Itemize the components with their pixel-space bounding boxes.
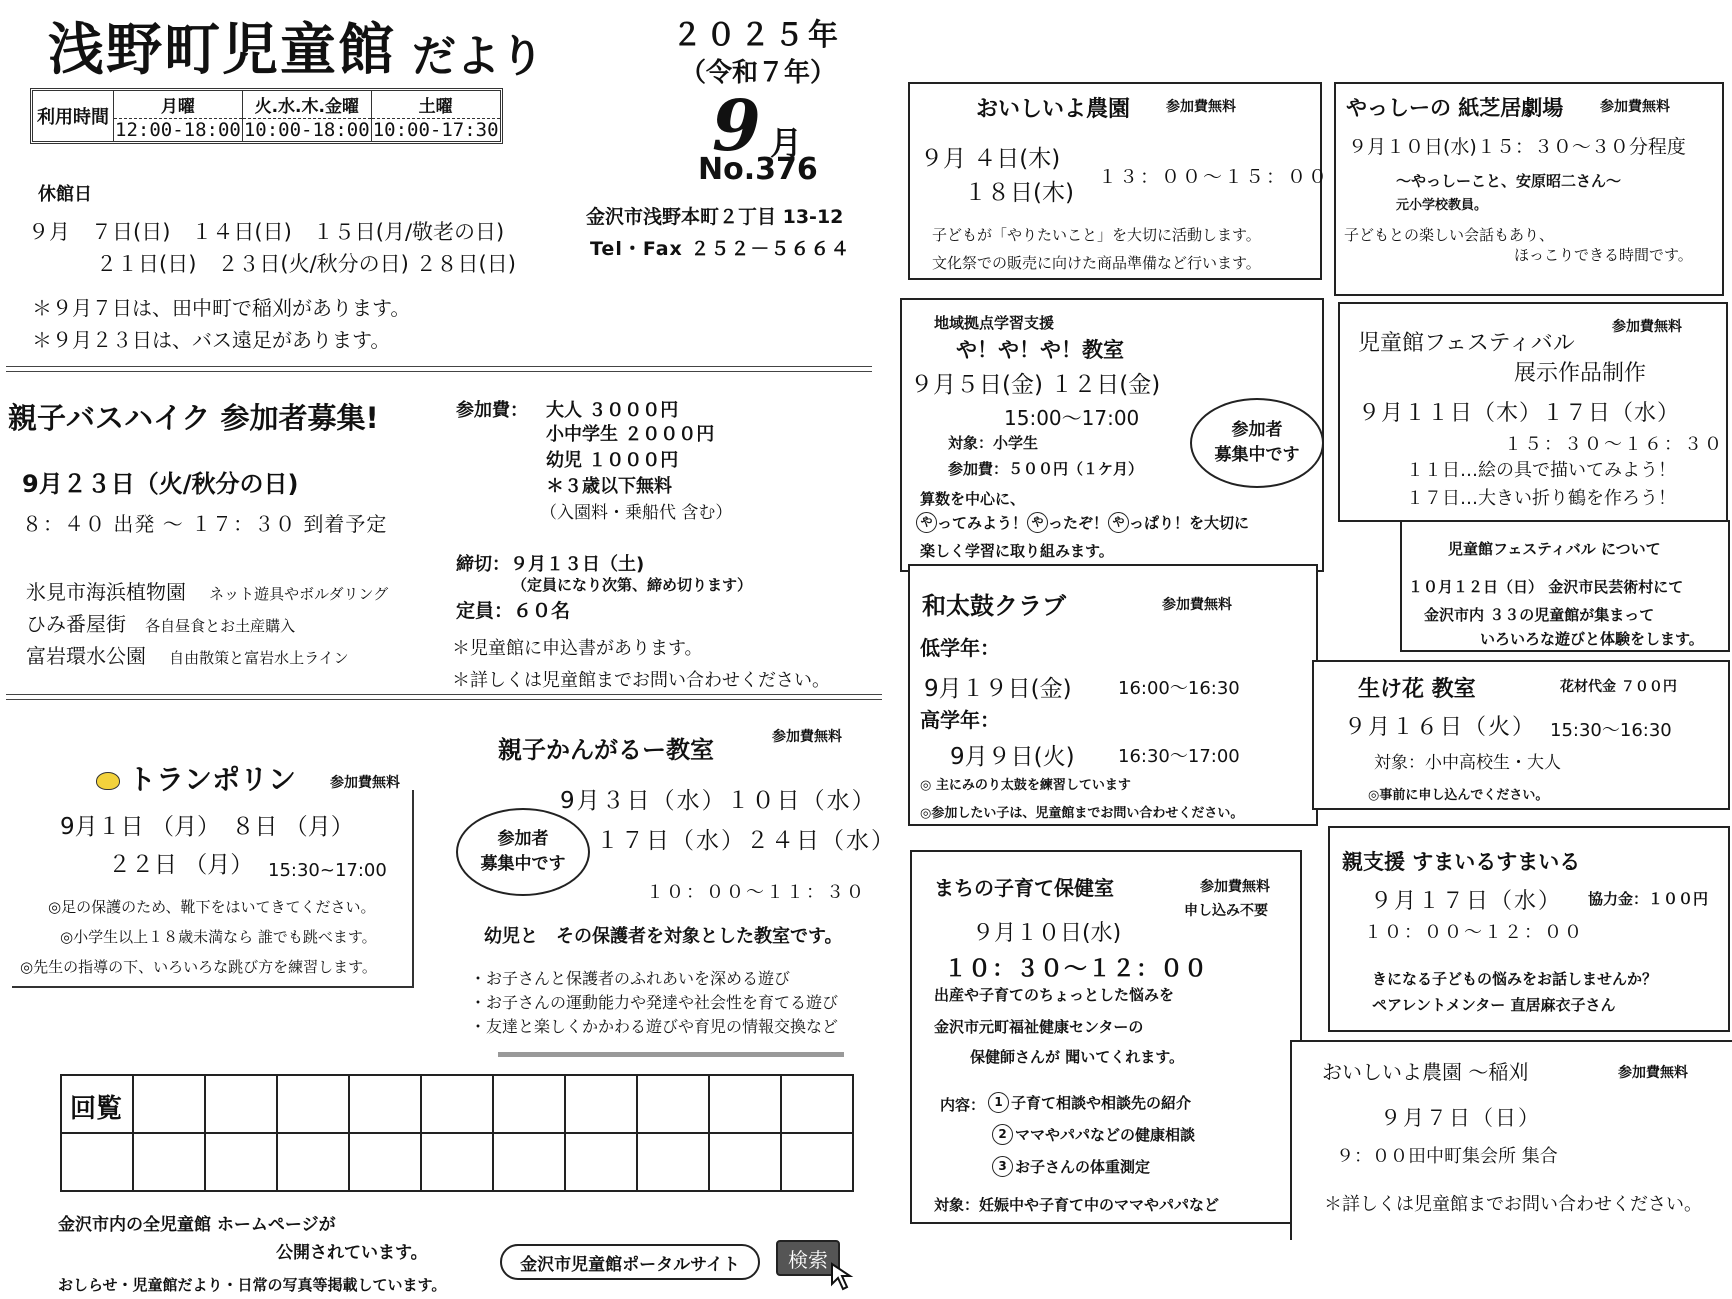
bus-hike-time: ８：４０ 出発 ～ １７：３０ 到着予定 — [22, 512, 388, 536]
sign-cell[interactable] — [133, 1133, 205, 1191]
health-title: まちの子育て保健室 — [934, 876, 1114, 900]
ikebana-title: 生け花 教室 — [1358, 677, 1476, 702]
farm-desc-2: 文化祭での販売に向けた商品準備など行います。 — [932, 254, 1261, 272]
hours-day-mon: 月曜 — [114, 91, 243, 119]
bus-note-2: ＊詳しくは児童館までお問い合わせください。 — [452, 670, 830, 691]
health-item-3 — [992, 1156, 1150, 1177]
bus-spot-name: 氷見市海浜植物園 — [26, 580, 186, 604]
yayaya-recruit-bubble — [1190, 398, 1324, 488]
month-label: 月 — [770, 124, 803, 162]
yayaya-desc-2a: ってみよう！ — [937, 514, 1028, 532]
taiko-low-date: 9月１９日(金) — [924, 676, 1072, 702]
yayaya-desc-1: 算数を中心に、 — [920, 490, 1026, 508]
portal-line-2: 公開されています。 — [276, 1243, 428, 1263]
health-fee: 参加費無料 — [1200, 879, 1270, 895]
sign-cell[interactable] — [277, 1133, 349, 1191]
yayaya-title: や！や！や！教室 — [956, 338, 1124, 362]
newsletter-title: 浅野町児童館 — [48, 18, 396, 83]
circled-number-icon: 1 — [988, 1092, 1009, 1113]
taiko-low-label: 低学年： — [920, 636, 1000, 660]
bus-spot-2 — [26, 608, 295, 637]
trampoline-note-1: ◎足の保護のため、靴下をはいてきてください。 — [48, 898, 376, 916]
kamishibai-date: ９月１０日(水)１５：３０～３０分程度 — [1348, 136, 1686, 158]
portal-search-button[interactable]: 検索 — [776, 1240, 840, 1276]
trampoline-time: 15:30~17:00 — [268, 860, 387, 881]
kangaroo-target: 幼児と その保護者を対象とした教室です。 — [484, 926, 843, 947]
trampoline-dates-2: ２２日 （月） — [108, 852, 254, 878]
era: （令和７年） — [680, 58, 837, 88]
kamishibai-desc-2: ほっこりできる時間です。 — [1514, 246, 1693, 264]
sign-cell[interactable] — [565, 1075, 637, 1133]
taiko-low-time: 16:00～16:30 — [1118, 678, 1240, 699]
circulation-grid — [60, 1074, 854, 1192]
sign-cell[interactable] — [277, 1075, 349, 1133]
kangaroo-fee: 参加費無料 — [772, 729, 842, 745]
bus-fee-note: （入園料・乗船代 含む） — [540, 503, 733, 523]
bus-spot-name: 富岩環水公園 — [26, 644, 146, 668]
circled-ya: や — [1027, 512, 1048, 533]
bus-spot-desc: ネット遊具やボルダリング — [209, 585, 389, 603]
ikebana-fee: 花材代金 ７００円 — [1560, 679, 1677, 695]
health-desc-1: 出産や子育てのちょっとした悩みを — [934, 986, 1175, 1004]
bus-fee-adult: 大人 ３０００円 — [546, 400, 679, 421]
festival-title-2: 展示作品制作 — [1514, 361, 1647, 386]
hours-label: 利用時間 — [33, 91, 114, 141]
sign-cell[interactable] — [421, 1133, 493, 1191]
health-item-text: ママやパパなどの健康相談 — [1015, 1126, 1196, 1144]
trampoline-title: トランポリン — [128, 763, 297, 796]
cursor-icon — [830, 1262, 856, 1292]
smile-title: 親支援 すまいるすまいる — [1342, 850, 1581, 874]
divider — [6, 366, 872, 372]
circled-number-icon: 3 — [992, 1156, 1013, 1177]
sign-cell[interactable] — [709, 1075, 781, 1133]
ikebana-note: ◎事前に申し込んでください。 — [1368, 788, 1549, 803]
bus-fee-label: 参加費： — [456, 400, 528, 421]
taiko-high-time: 16:30～17:00 — [1118, 746, 1240, 767]
smile-desc-2: ペアレントメンター 直居麻衣子さん — [1372, 996, 1616, 1014]
bus-deadline-note: （定員になり次第、締め切ります） — [512, 576, 753, 594]
smile-desc-1: きになる子どもの悩みをお話しませんか？ — [1372, 970, 1658, 988]
farm-time: １３：００～１５：００ — [1098, 166, 1330, 188]
bus-capacity: 定員：６０名 — [456, 600, 571, 622]
year: ２０２５年 — [672, 18, 842, 53]
closed-title: 休館日 — [38, 184, 92, 205]
sign-cell[interactable] — [61, 1133, 133, 1191]
sign-cell[interactable] — [493, 1075, 565, 1133]
kangaroo-dates-2: １７日（水）２４日（水） — [596, 828, 896, 854]
bubble-text-2: 募集中です — [480, 854, 566, 874]
smile-fee: 協力金：１００円 — [1588, 890, 1709, 908]
address: 金沢市浅野本町２丁目 13-12 — [586, 206, 844, 228]
trampoline-dates-1: 9月１日 （月） ８日 （月） — [60, 814, 354, 840]
closed-note-1: ＊９月７日は、田中町で稲刈があります。 — [32, 296, 411, 320]
newsletter-title-suffix: だより — [412, 31, 544, 82]
bus-fee-child: 幼児 １０００円 — [546, 450, 679, 471]
taiko-title: 和太鼓クラブ — [922, 592, 1066, 620]
sign-cell[interactable] — [205, 1075, 277, 1133]
yayaya-desc-3: 楽しく学習に取り組みます。 — [920, 542, 1114, 560]
hours-time-mon: 12:00-18:00 — [115, 119, 241, 141]
bus-fee-student: 小中学生 ２０００円 — [546, 424, 715, 445]
circled-ya: や — [916, 512, 937, 533]
hours-day-weekday: 火.水.木.金曜 — [242, 91, 371, 119]
month-number: 9 — [712, 84, 761, 167]
closed-note-2: ＊９月２３日は、バス遠足があります。 — [32, 328, 391, 352]
taiko-note-1: ◎ 主にみのり太鼓を練習しています — [920, 778, 1131, 793]
kangaroo-recruit-bubble — [456, 808, 590, 896]
sign-cell[interactable] — [421, 1075, 493, 1133]
kangaroo-item-1: ・お子さんと保護者のふれあいを深める遊び — [470, 969, 791, 988]
festival-about-title: 児童館フェスティバル について — [1448, 540, 1661, 558]
harvest-date: ９月７日（日） — [1380, 1106, 1541, 1130]
divider — [6, 694, 882, 700]
ikebana-time: 15:30～16:30 — [1550, 720, 1672, 741]
festival-title-1: 児童館フェスティバル — [1358, 331, 1575, 356]
kangaroo-time: １０：００～１１：３０ — [646, 882, 866, 903]
hours-time-weekday: 10:00-18:00 — [243, 119, 370, 141]
festival-fee: 参加費無料 — [1612, 319, 1682, 335]
bus-hike-title: 親子バスハイク 参加者募集! — [8, 401, 379, 435]
bus-spot-name: ひみ番屋街 — [26, 612, 126, 636]
sign-cell[interactable] — [565, 1133, 637, 1191]
portal-search-box[interactable]: 金沢市児童館ポータルサイト — [500, 1244, 760, 1280]
bus-spot-desc: 自由散策と富岩水上ライン — [169, 649, 349, 667]
kamishibai-fee: 参加費無料 — [1600, 99, 1670, 115]
harvest-fee: 参加費無料 — [1618, 1065, 1688, 1081]
kangaroo-title: 親子かんがるー教室 — [498, 736, 714, 764]
bus-deadline: 締切：９月１３日（土) — [456, 554, 645, 575]
bubble-text-1: 参加者 — [1231, 419, 1283, 440]
sign-cell[interactable] — [205, 1133, 277, 1191]
issue-number: No.376 — [698, 152, 818, 187]
kamishibai-presenter: ～やっしーこと、安原昭二さん～ — [1396, 172, 1622, 190]
farm-date-2: １８日(木) — [964, 180, 1074, 206]
smile-date: ９月１７日（水） — [1370, 889, 1563, 914]
yayaya-target: 対象：小学生 — [948, 434, 1039, 452]
health-item-1 — [988, 1092, 1191, 1113]
health-date: ９月１０日(水) — [972, 921, 1122, 946]
closed-line-2: ２１日(日) ２３日(火/秋分の日) ２８日(日) — [96, 252, 516, 276]
harvest-title: おいしいよ農園 ～稲刈 — [1322, 1060, 1529, 1084]
yayaya-dates: ９月５日(金) １２日(金) — [910, 372, 1161, 398]
festival-item-2: １７日…大きい折り鶴を作ろう！ — [1406, 488, 1676, 509]
bus-note-1: ＊児童館に申込書があります。 — [452, 638, 703, 659]
health-content-label: 内容： — [940, 1096, 986, 1114]
smile-time: １０：００～１２：００ — [1364, 922, 1584, 943]
portal-line-3: おしらせ・児童館だより・日常の写真等掲載しています。 — [58, 1276, 447, 1294]
health-item-text: お子さんの体重測定 — [1015, 1158, 1151, 1176]
yayaya-subtitle: 地域拠点学習支援 — [934, 314, 1055, 332]
harvest-place: ９：００田中町集会所 集合 — [1336, 1146, 1558, 1167]
chick-icon — [96, 772, 120, 790]
festival-dates: ９月１１日（木）１７日（水） — [1358, 401, 1681, 426]
taiko-high-label: 高学年： — [920, 708, 1000, 732]
kamishibai-presenter-note: 元小学校教員。 — [1396, 198, 1488, 213]
sign-cell[interactable] — [133, 1075, 205, 1133]
kangaroo-item-2: ・お子さんの運動能力や発達や社会性を育てる遊び — [470, 993, 839, 1012]
sign-cell[interactable] — [349, 1075, 421, 1133]
ikebana-date: ９月１６日（火） — [1344, 715, 1537, 740]
circled-ya: や — [1108, 512, 1129, 533]
festival-time: １５：３０～１６：３０ — [1504, 434, 1724, 455]
trampoline-note-3: ◎先生の指導の下、いろいろな跳び方を練習します。 — [20, 958, 377, 976]
health-desc-3: 保健師さんが 聞いてくれます。 — [970, 1048, 1185, 1066]
sign-cell[interactable] — [637, 1075, 709, 1133]
taiko-note-2: ◎参加したい子は、児童館までお問い合わせください。 — [920, 806, 1244, 821]
closed-line-1: ９月 ７日(日) １４日(日) １５日(月/敬老の日) — [28, 220, 505, 244]
kangaroo-item-3: ・友達と楽しくかかわる遊びや育児の情報交換など — [470, 1017, 839, 1036]
farm-title: おいしいよ農園 — [976, 97, 1131, 122]
trampoline-fee: 参加費無料 — [330, 775, 400, 791]
health-item-2 — [992, 1124, 1195, 1145]
ikebana-target: 対象：小中高校生・大人 — [1374, 753, 1561, 773]
circulation-label: 回覧 — [61, 1075, 133, 1133]
health-item-text: 子育て相談や相談先の紹介 — [1011, 1094, 1192, 1112]
harvest-note: ＊詳しくは児童館までお問い合わせください。 — [1324, 1194, 1702, 1215]
yayaya-desc-2 — [916, 512, 1249, 533]
bus-fee-free: ＊３歳以下無料 — [546, 476, 672, 497]
circled-number-icon: 2 — [992, 1124, 1013, 1145]
taiko-high-date: 9月９日(火) — [950, 744, 1075, 770]
bus-spot-desc: 各自昼食とお土産購入 — [145, 617, 296, 635]
bus-spot-1 — [26, 576, 388, 605]
divider — [498, 1052, 844, 1057]
kangaroo-dates-1: 9月３日（水）１０日（水） — [560, 788, 877, 814]
festival-item-1: １１日…絵の具で描いてみよう！ — [1406, 460, 1676, 481]
sign-cell[interactable] — [349, 1133, 421, 1191]
bus-spot-3 — [26, 640, 349, 669]
yayaya-desc-2b: ったぞ！ — [1048, 514, 1109, 532]
sign-cell[interactable] — [709, 1133, 781, 1191]
trampoline-note-2: ◎小学生以上１８歳未満なら 誰でも跳べます。 — [60, 928, 377, 946]
yayaya-fee: 参加費：５００円（１ケ月） — [948, 460, 1144, 478]
hours-day-sat: 土曜 — [371, 91, 499, 119]
festival-about-line-2: 金沢市内 ３３の児童館が集まって — [1424, 606, 1655, 624]
taiko-fee: 参加費無料 — [1162, 597, 1232, 613]
bubble-text-1: 参加者 — [497, 828, 549, 849]
health-target: 対象：妊娠中や子育て中のママやパパなど — [934, 1196, 1220, 1214]
kamishibai-title: やっしーの 紙芝居劇場 — [1346, 96, 1564, 120]
health-time: １０：３０～１２：００ — [944, 956, 1208, 982]
portal-line-1: 金沢市内の全児童館 ホームページが — [58, 1215, 336, 1235]
farm-desc-1: 子どもが「やりたいこと」を大切に活動します。 — [932, 226, 1261, 244]
kamishibai-desc-1: 子どもとの楽しい会話もあり、 — [1344, 226, 1555, 244]
yayaya-time: 15:00～17:00 — [1004, 406, 1140, 430]
sign-cell[interactable] — [781, 1133, 853, 1191]
farm-fee: 参加費無料 — [1166, 99, 1236, 115]
bus-hike-date: 9月２３日（火/秋分の日) — [22, 470, 299, 498]
sign-cell[interactable] — [637, 1133, 709, 1191]
health-no-apply: 申し込み不要 — [1184, 903, 1268, 919]
sign-cell[interactable] — [781, 1075, 853, 1133]
health-desc-2: 金沢市元町福祉健康センターの — [934, 1018, 1144, 1036]
bubble-text-2: 募集中です — [1214, 445, 1300, 465]
hours-table — [30, 88, 503, 144]
sign-cell[interactable] — [493, 1133, 565, 1191]
yayaya-desc-2c: っぱり！を大切に — [1129, 514, 1250, 532]
farm-date-1: ９月 ４日(木) — [920, 146, 1061, 172]
festival-about-line-3: いろいろな遊びと体験をします。 — [1480, 630, 1704, 648]
festival-about-line-1: １０月１２日（日） 金沢市民芸術村にて — [1408, 578, 1684, 596]
telfax: Tel・Fax ２５２－５６６４ — [590, 238, 851, 260]
hours-time-sat: 10:00-17:30 — [372, 119, 499, 141]
